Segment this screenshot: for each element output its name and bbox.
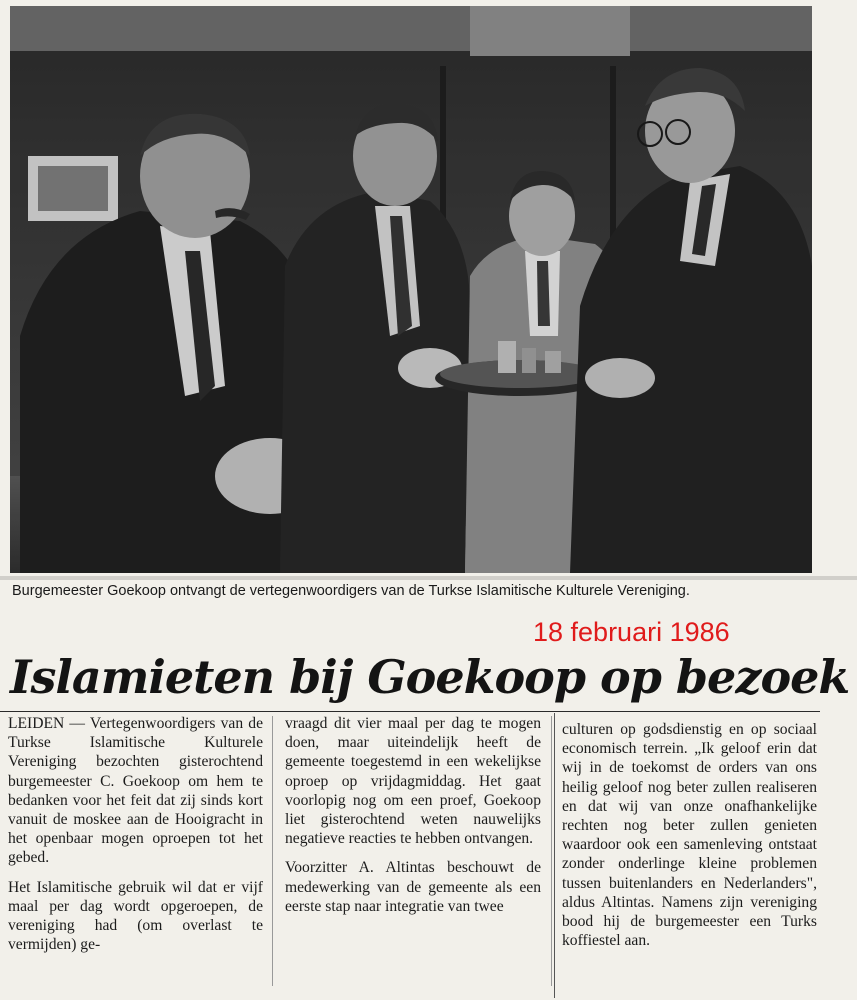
date-annotation: 18 februari 1986 (533, 617, 730, 647)
article-headline: Islamieten bij Goekoop op bezoek (10, 650, 850, 704)
column-divider (272, 716, 273, 986)
paragraph: Voorzitter A. Altintas beschouwt de medewerking van de gemeente als een eerste stap naar integratie van twee (285, 859, 541, 915)
column-divider (551, 716, 552, 986)
photo-illustration (10, 6, 812, 573)
article-column-1 (8, 714, 263, 964)
article-column-3 (562, 720, 817, 960)
print-edge (0, 576, 857, 580)
article-column-2 (285, 714, 541, 926)
paragraph: culturen op godsdienstig en op sociaal economisch terrein. „Ik geloof erin dat wij in de toekomst de orders van ons heilig geloof nog beter zullen realiseren en dat wij van onze onafhankelijke rechten nog beter zullen genieten waardoor ook een samenleving ontstaat zonder onderlinge kleine problemen tussen buitenlanders en Nederlanders", aldus Altintas. Namens zijn vereniging bood hij de burgemeester een Turks koffiestel aan. (562, 721, 817, 950)
paragraph: Het Islamitische gebruik wil dat er vijf maal per dag wordt opgeroepen, de vereniging had (om overlast te vermijden) ge- (8, 878, 263, 954)
news-photo (10, 6, 812, 573)
paragraph: vraagd dit vier maal per dag te mogen doen, maar uiteindelijk heeft de gemeente toegestemd in een wekelijkse oproep op vrijdagmiddag. Het gaat voorlopig nog om een proef, Goekoop liet gisterochtend weten nauwelijks negatieve reacties te hebben ontvangen. (285, 715, 541, 848)
clipping-edge (554, 713, 555, 998)
paragraph: LEIDEN — Vertegenwoordigers van de Turkse Islamitische Kulturele Vereniging bezochten gisterochtend burgemeester C. Goekoop om hem te bedanken voor het feit dat zij sinds kort vanuit de moskee aan de Hooigracht in het openbaar mogen oproepen tot het gebed. (8, 715, 263, 867)
headline-rule (0, 711, 820, 712)
photo-caption: Burgemeester Goekoop ontvangt de vertegenwoordigers van de Turkse Islamitische Kulturele Vereniging. (12, 583, 690, 599)
